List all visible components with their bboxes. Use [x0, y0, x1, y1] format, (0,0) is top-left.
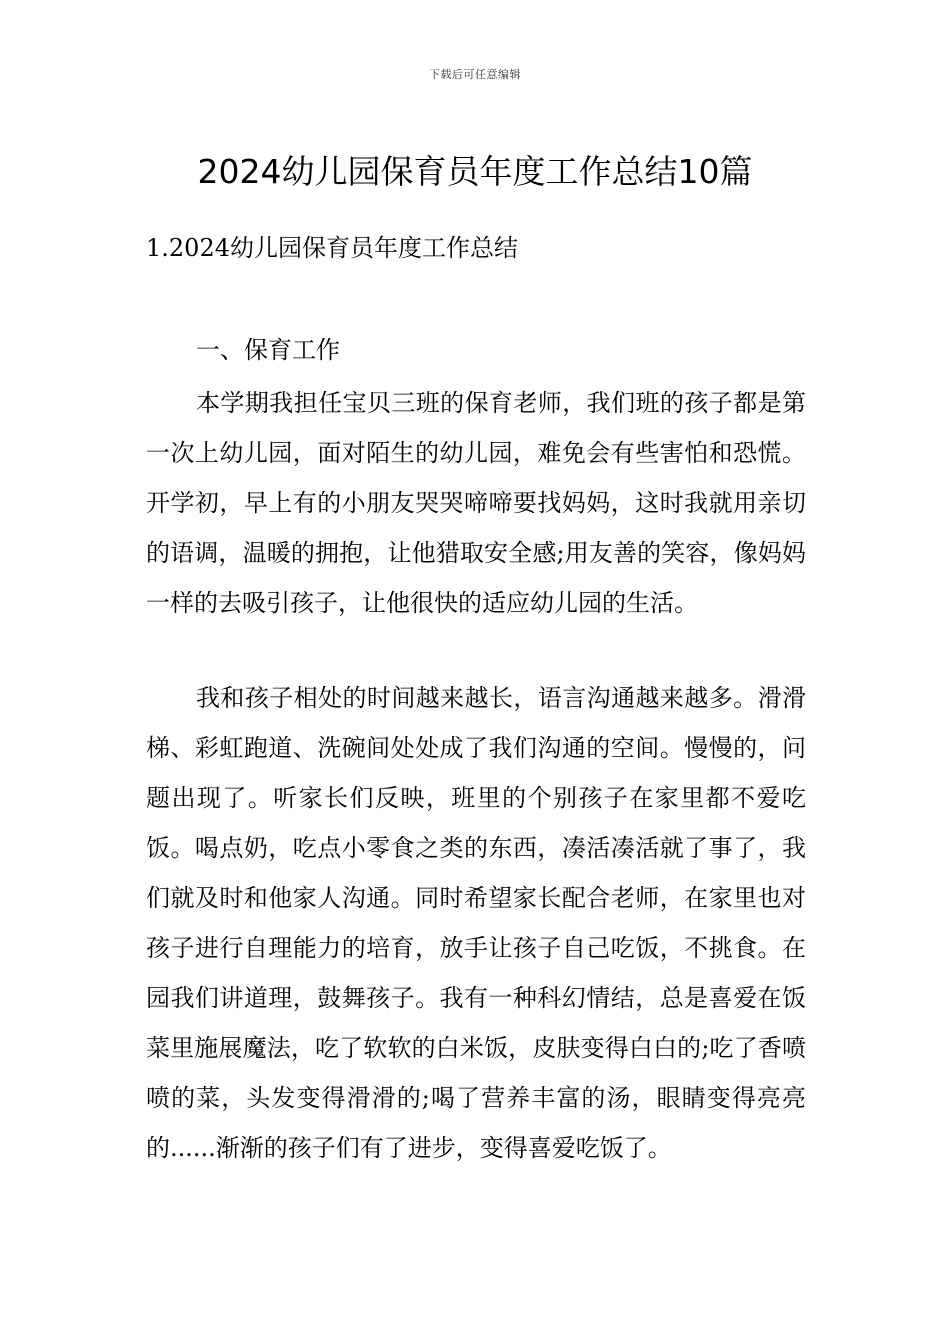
document-title: 2024幼儿园保育员年度工作总结10篇 — [197, 152, 753, 192]
paragraph-1: 本学期我担任宝贝三班的保育老师，我们班的孩子都是第一次上幼儿园，面对陌生的幼儿园，难免会有些害怕和恐慌。开学初，早上有的小朋友哭哭啼啼要找妈妈，这时我就用亲切的语调，温暖的拥抱，让他猎取安全感;用友善的笑容，像妈妈一样的去吸引孩子，让他很快的适应幼儿园的生活。 — [146, 389, 806, 617]
header-note: 下载后可任意编辑 — [429, 68, 521, 81]
subheading-care-work: 一、保育工作 — [196, 336, 340, 364]
section-title: 1.2024幼儿园保育员年度工作总结 — [146, 234, 518, 262]
paragraph-2: 我和孩子相处的时间越来越长，语言沟通越来越多。滑滑梯、彩虹跑道、洗碗间处处成了我们沟通的空间。慢慢的，问题出现了。听家长们反映，班里的个别孩子在家里都不爱吃饭。喝点奶，吃点小零食之类的东西，凑活凑活就了事了，我们就及时和他家人沟通。同时希望家长配合老师，在家里也对孩子进行自理能力的培育，放手让孩子自己吃饭，不挑食。在园我们讲道理，鼓舞孩子。我有一种科幻情结，总是喜爱在饭菜里施展魔法，吃了软软的白米饭，皮肤变得白白的;吃了香喷喷的菜，头发变得滑滑的;喝了营养丰富的汤，眼睛变得亮亮的......渐渐的孩子们有了进步，变得喜爱吃饭了。 — [146, 684, 806, 1162]
